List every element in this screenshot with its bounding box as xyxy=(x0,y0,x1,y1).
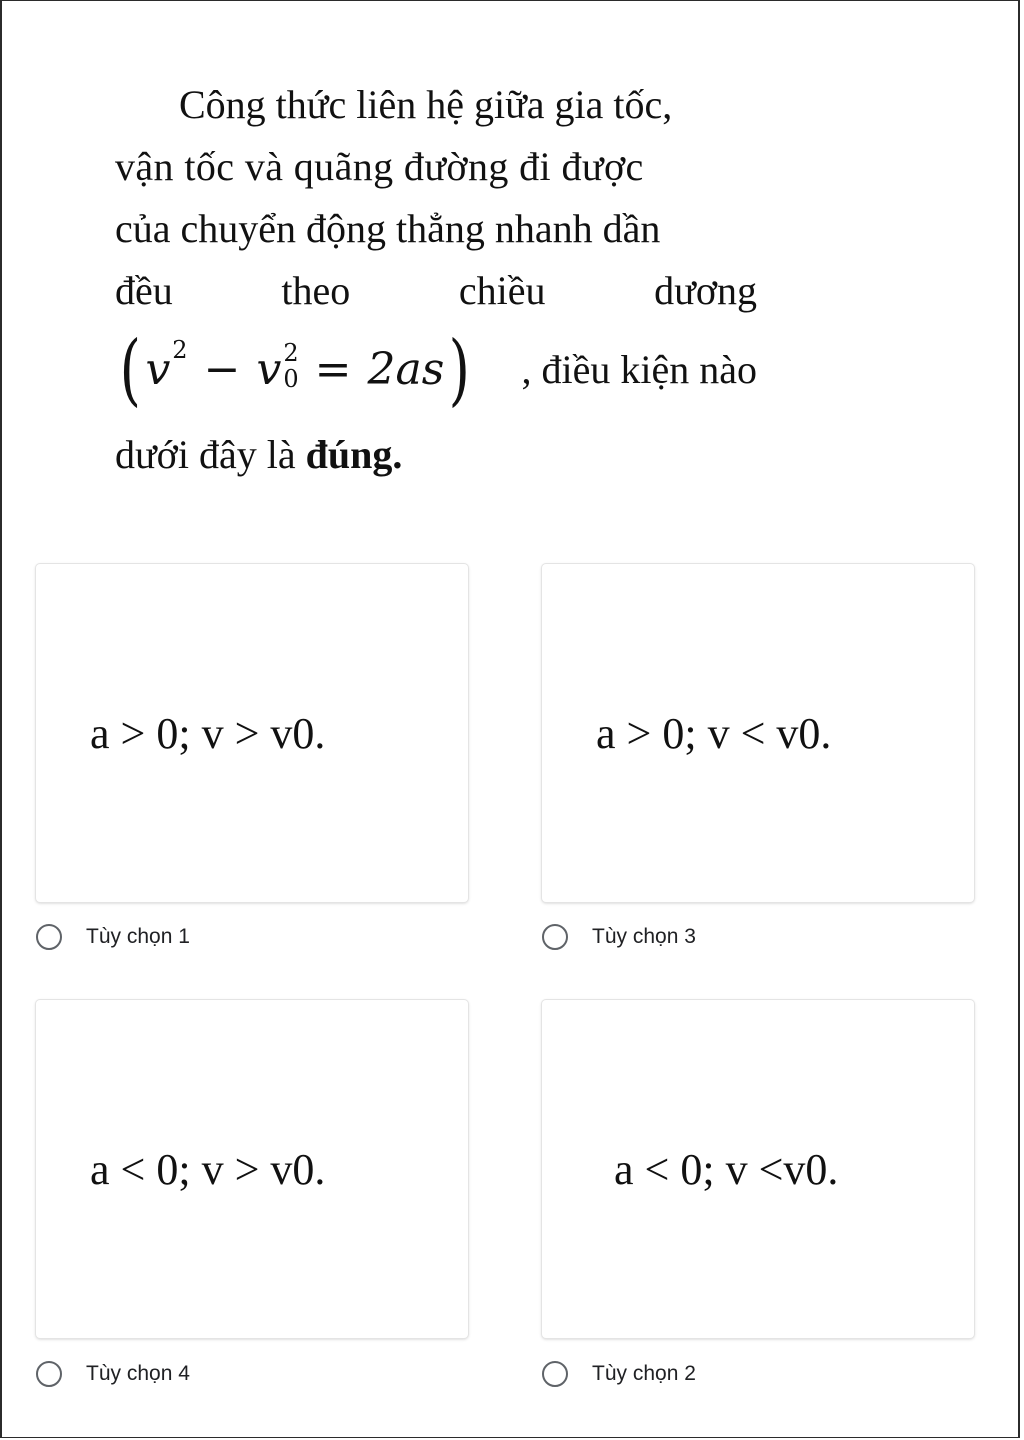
option-card-2[interactable] xyxy=(542,1000,974,1338)
option-2[interactable] xyxy=(542,1361,696,1387)
question-word: chiều xyxy=(458,268,546,313)
question-line-2-text: vận tốc và quãng đường đi được xyxy=(115,144,644,189)
option-card-3-text: a > 0; v < v0. xyxy=(596,708,832,758)
formula xyxy=(115,322,475,418)
formula-v-base: v xyxy=(145,344,171,395)
question-line-1: Công thức liên hệ giữa gia tốc, xyxy=(179,82,673,127)
question-line-6-prefix: dưới đây là xyxy=(115,432,306,477)
radio-circle-icon[interactable] xyxy=(542,924,568,950)
option-card-2-text: a < 0; v <v0. xyxy=(614,1144,839,1194)
formula-rhs: 2as xyxy=(367,344,445,395)
question-word: theo xyxy=(281,268,351,313)
formula-v0-scripts xyxy=(283,340,298,392)
question-line-3: của chuyển động thẳng nhanh dần xyxy=(115,206,661,251)
question-after-formula: , điều kiện nào xyxy=(521,347,757,392)
question-text xyxy=(115,74,757,486)
option-card-4-text: a < 0; v > v0. xyxy=(90,1144,326,1194)
formula-open-paren: ( xyxy=(119,325,141,415)
question-word: đều xyxy=(115,268,173,313)
option-card-1[interactable] xyxy=(36,564,468,902)
question-line-2 xyxy=(115,136,757,198)
option-1[interactable] xyxy=(36,924,190,950)
formula-v0-base: v xyxy=(256,344,282,395)
question-line-6-bold: đúng. xyxy=(305,432,403,477)
radio-circle-icon[interactable] xyxy=(36,1361,62,1387)
option-card-1-text: a > 0; v > v0. xyxy=(90,708,326,758)
formula-v-sup: 2 xyxy=(172,336,188,364)
formula-v0-sub: 0 xyxy=(283,365,299,393)
formula-v0-sup: 2 xyxy=(283,339,299,367)
question-line-6 xyxy=(115,424,757,486)
option-card-4[interactable] xyxy=(36,1000,468,1338)
radio-circle-icon[interactable] xyxy=(36,924,62,950)
question-line-4 xyxy=(115,260,757,322)
formula-close-paren: ) xyxy=(448,325,471,415)
option-2-label: Tùy chọn 2 xyxy=(592,1362,696,1385)
formula-minus: − xyxy=(203,344,241,395)
radio-circle-icon[interactable] xyxy=(542,1361,568,1387)
question-formula-line xyxy=(115,322,757,418)
option-4[interactable] xyxy=(36,1361,190,1387)
option-1-label: Tùy chọn 1 xyxy=(86,925,190,948)
option-3[interactable] xyxy=(542,924,696,950)
formula-v xyxy=(145,322,187,418)
formula-equals: = xyxy=(314,344,352,395)
question-word: dương xyxy=(654,268,757,313)
option-4-label: Tùy chọn 4 xyxy=(86,1362,190,1385)
option-card-3[interactable] xyxy=(542,564,974,902)
formula-v0 xyxy=(256,322,298,418)
option-3-label: Tùy chọn 3 xyxy=(592,925,696,948)
